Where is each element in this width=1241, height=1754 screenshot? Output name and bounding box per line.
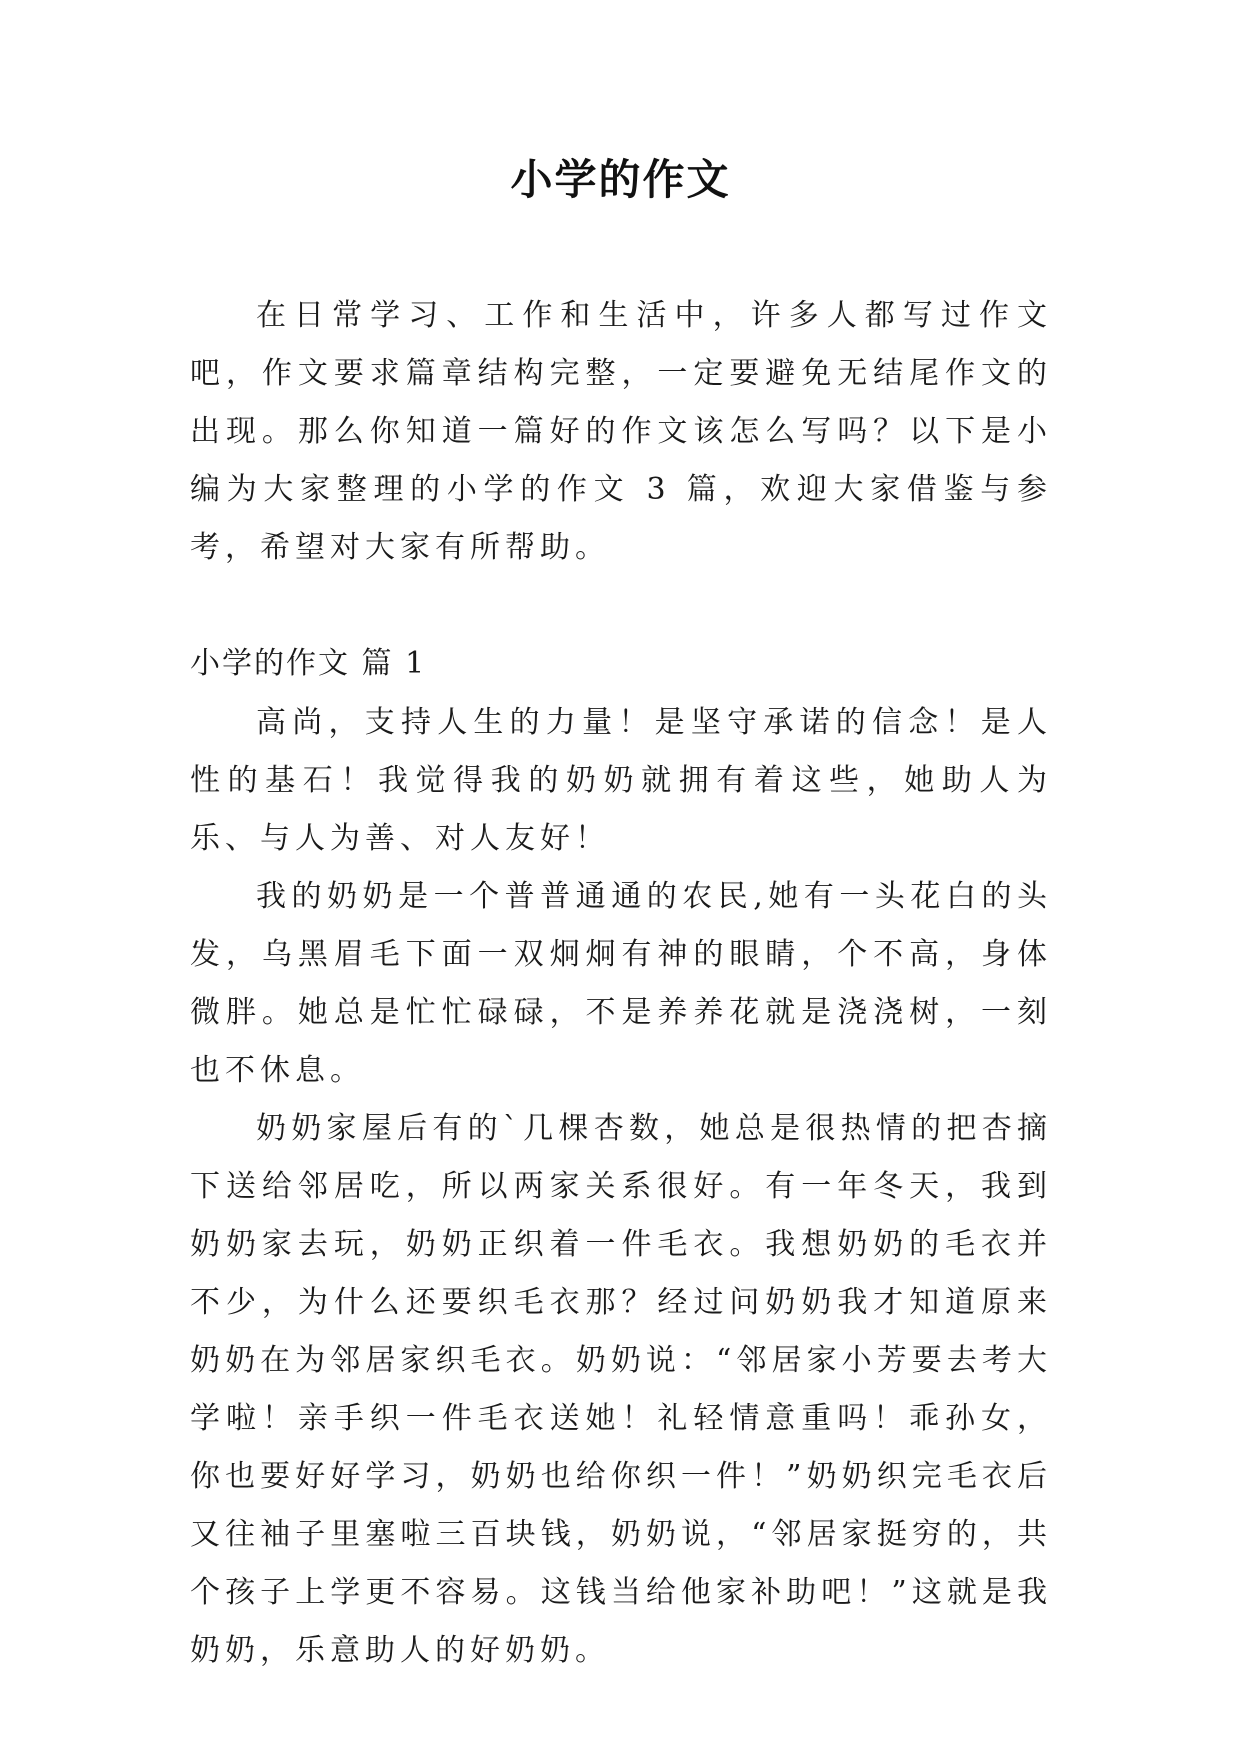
section-heading: 小学的作文 篇 1 <box>190 646 427 681</box>
body-paragraph: 高尚，支持人生的力量！是坚守承诺的信念！是人性的基石！我觉得我的奶奶就拥有着这些，她助人为乐、与人为善、对人友好！ <box>190 705 1052 856</box>
body-paragraph: 奶奶家屋后有的`几棵杏数，她总是很热情的把杏摘下送给邻居吃，所以两家关系很好。有一年冬天，我到奶奶家去玩，奶奶正织着一件毛衣。我想奶奶的毛衣并不少，为什么还要织毛衣那？经过问奶奶我才知道原来奶奶在为邻居家织毛衣。奶奶说：“邻居家小芳要去考大学啦！亲手织一件毛衣送她！礼轻情意重吗！乖孙女，你也要好好学习，奶奶也给你织一件！”奶奶织完毛衣后又往袖子里塞啦三百块钱，奶奶说，“邻居家挺穷的，共个孩子上学更不容易。这钱当给他家补助吧！”这就是我奶奶，乐意助人的好奶奶。 <box>190 1111 1052 1668</box>
section-body <box>190 694 1052 1680</box>
document-title: 小学的作文 <box>510 155 731 204</box>
body-paragraph: 我的奶奶是一个普普通通的农民,她有一头花白的头发，乌黑眉毛下面一双炯炯有神的眼睛，个不高，身体微胖。她总是忙忙碌碌，不是养养花就是浇浇树，一刻也不休息。 <box>190 879 1052 1088</box>
intro-paragraph: 在日常学习、工作和生活中，许多人都写过作文吧，作文要求篇章结构完整，一定要避免无结尾作文的出现。那么你知道一篇好的作文该怎么写吗？以下是小编为大家整理的小学的作文 3 篇，欢迎大家借鉴与参考，希望对大家有所帮助。 <box>190 298 1052 565</box>
